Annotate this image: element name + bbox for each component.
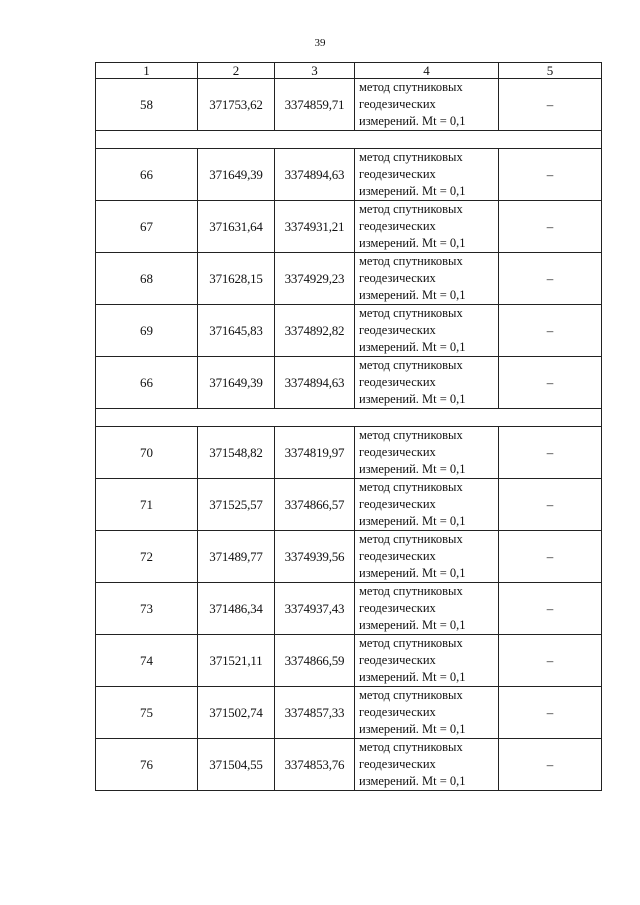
method-line: измерений. Mt = 0,1: [359, 774, 466, 788]
method-line: измерений. Mt = 0,1: [359, 236, 466, 250]
table-row: [96, 583, 602, 635]
method-line: измерений. Mt = 0,1: [359, 340, 466, 354]
table-row: [96, 687, 602, 739]
header-col-4: 4: [355, 63, 499, 79]
method-cell: [355, 583, 499, 635]
point-number: 75: [96, 687, 198, 739]
header-col-3: 3: [275, 63, 355, 79]
method-cell: [355, 79, 499, 131]
point-number: 76: [96, 739, 198, 791]
extra-value: –: [499, 357, 602, 409]
method-line: метод спутниковых: [359, 532, 463, 546]
coord-y: 3374929,23: [275, 253, 355, 305]
method-cell: [355, 531, 499, 583]
method-cell: [355, 253, 499, 305]
extra-value: –: [499, 305, 602, 357]
coord-x: 371489,77: [198, 531, 275, 583]
method-cell: [355, 305, 499, 357]
method-cell: [355, 739, 499, 791]
point-number: 66: [96, 149, 198, 201]
method-line: геодезических: [359, 323, 436, 337]
method-line: метод спутниковых: [359, 358, 463, 372]
point-number: 72: [96, 531, 198, 583]
point-number: 69: [96, 305, 198, 357]
table-row: [96, 635, 602, 687]
separator-cell: [96, 409, 602, 427]
point-number: 58: [96, 79, 198, 131]
coord-x: 371628,15: [198, 253, 275, 305]
method-line: геодезических: [359, 445, 436, 459]
method-line: геодезических: [359, 601, 436, 615]
method-line: метод спутниковых: [359, 202, 463, 216]
method-line: измерений. Mt = 0,1: [359, 462, 466, 476]
point-number: 66: [96, 357, 198, 409]
method-cell: [355, 149, 499, 201]
method-line: измерений. Mt = 0,1: [359, 722, 466, 736]
extra-value: –: [499, 479, 602, 531]
header-row: [96, 63, 602, 79]
method-line: метод спутниковых: [359, 584, 463, 598]
coordinates-table: [95, 62, 602, 791]
coord-y: 3374894,63: [275, 149, 355, 201]
method-line: измерений. Mt = 0,1: [359, 618, 466, 632]
point-number: 67: [96, 201, 198, 253]
method-line: измерений. Mt = 0,1: [359, 392, 466, 406]
method-line: геодезических: [359, 97, 436, 111]
coord-y: 3374857,33: [275, 687, 355, 739]
method-line: измерений. Mt = 0,1: [359, 114, 466, 128]
coord-x: 371525,57: [198, 479, 275, 531]
method-line: геодезических: [359, 219, 436, 233]
method-line: метод спутниковых: [359, 80, 463, 94]
method-line: измерений. Mt = 0,1: [359, 288, 466, 302]
coord-y: 3374894,63: [275, 357, 355, 409]
method-line: геодезических: [359, 271, 436, 285]
table-body: [96, 79, 602, 791]
point-number: 70: [96, 427, 198, 479]
method-line: измерений. Mt = 0,1: [359, 514, 466, 528]
table-row: [96, 201, 602, 253]
method-line: метод спутниковых: [359, 428, 463, 442]
page-number: 39: [314, 37, 326, 49]
table-row: [96, 79, 602, 131]
table-row: [96, 531, 602, 583]
coord-y: 3374892,82: [275, 305, 355, 357]
separator-cell: [96, 131, 602, 149]
header-col-1: 1: [96, 63, 198, 79]
coord-x: 371486,34: [198, 583, 275, 635]
coord-y: 3374819,97: [275, 427, 355, 479]
point-number: 74: [96, 635, 198, 687]
method-line: геодезических: [359, 167, 436, 181]
extra-value: –: [499, 531, 602, 583]
coord-y: 3374859,71: [275, 79, 355, 131]
method-line: метод спутниковых: [359, 688, 463, 702]
point-number: 71: [96, 479, 198, 531]
extra-value: –: [499, 427, 602, 479]
coord-x: 371649,39: [198, 357, 275, 409]
extra-value: –: [499, 79, 602, 131]
coord-x: 371504,55: [198, 739, 275, 791]
extra-value: –: [499, 687, 602, 739]
method-cell: [355, 635, 499, 687]
method-line: геодезических: [359, 757, 436, 771]
method-line: метод спутниковых: [359, 740, 463, 754]
coord-x: 371649,39: [198, 149, 275, 201]
method-cell: [355, 201, 499, 253]
header-col-5: 5: [499, 63, 602, 79]
method-line: метод спутниковых: [359, 636, 463, 650]
coord-x: 371502,74: [198, 687, 275, 739]
coord-y: 3374866,59: [275, 635, 355, 687]
coord-y: 3374866,57: [275, 479, 355, 531]
table-row: [96, 739, 602, 791]
method-line: измерений. Mt = 0,1: [359, 566, 466, 580]
separator-row: [96, 131, 602, 149]
method-cell: [355, 357, 499, 409]
method-cell: [355, 479, 499, 531]
method-line: измерений. Mt = 0,1: [359, 184, 466, 198]
extra-value: –: [499, 635, 602, 687]
extra-value: –: [499, 201, 602, 253]
point-number: 73: [96, 583, 198, 635]
coord-x: 371753,62: [198, 79, 275, 131]
method-cell: [355, 427, 499, 479]
extra-value: –: [499, 583, 602, 635]
table-row: [96, 479, 602, 531]
table-header: [96, 63, 602, 79]
coord-y: 3374853,76: [275, 739, 355, 791]
table-row: [96, 149, 602, 201]
method-line: метод спутниковых: [359, 480, 463, 494]
method-line: геодезических: [359, 375, 436, 389]
method-line: метод спутниковых: [359, 306, 463, 320]
header-col-2: 2: [198, 63, 275, 79]
table-row: [96, 253, 602, 305]
method-line: измерений. Mt = 0,1: [359, 670, 466, 684]
coord-x: 371645,83: [198, 305, 275, 357]
coord-y: 3374931,21: [275, 201, 355, 253]
coord-x: 371521,11: [198, 635, 275, 687]
method-cell: [355, 687, 499, 739]
separator-row: [96, 409, 602, 427]
method-line: геодезических: [359, 549, 436, 563]
extra-value: –: [499, 739, 602, 791]
method-line: геодезических: [359, 497, 436, 511]
point-number: 68: [96, 253, 198, 305]
coord-x: 371631,64: [198, 201, 275, 253]
extra-value: –: [499, 149, 602, 201]
table-row: [96, 427, 602, 479]
coord-y: 3374937,43: [275, 583, 355, 635]
extra-value: –: [499, 253, 602, 305]
method-line: геодезических: [359, 705, 436, 719]
table-row: [96, 357, 602, 409]
coord-y: 3374939,56: [275, 531, 355, 583]
method-line: геодезических: [359, 653, 436, 667]
coord-x: 371548,82: [198, 427, 275, 479]
method-line: метод спутниковых: [359, 150, 463, 164]
method-line: метод спутниковых: [359, 254, 463, 268]
table-row: [96, 305, 602, 357]
